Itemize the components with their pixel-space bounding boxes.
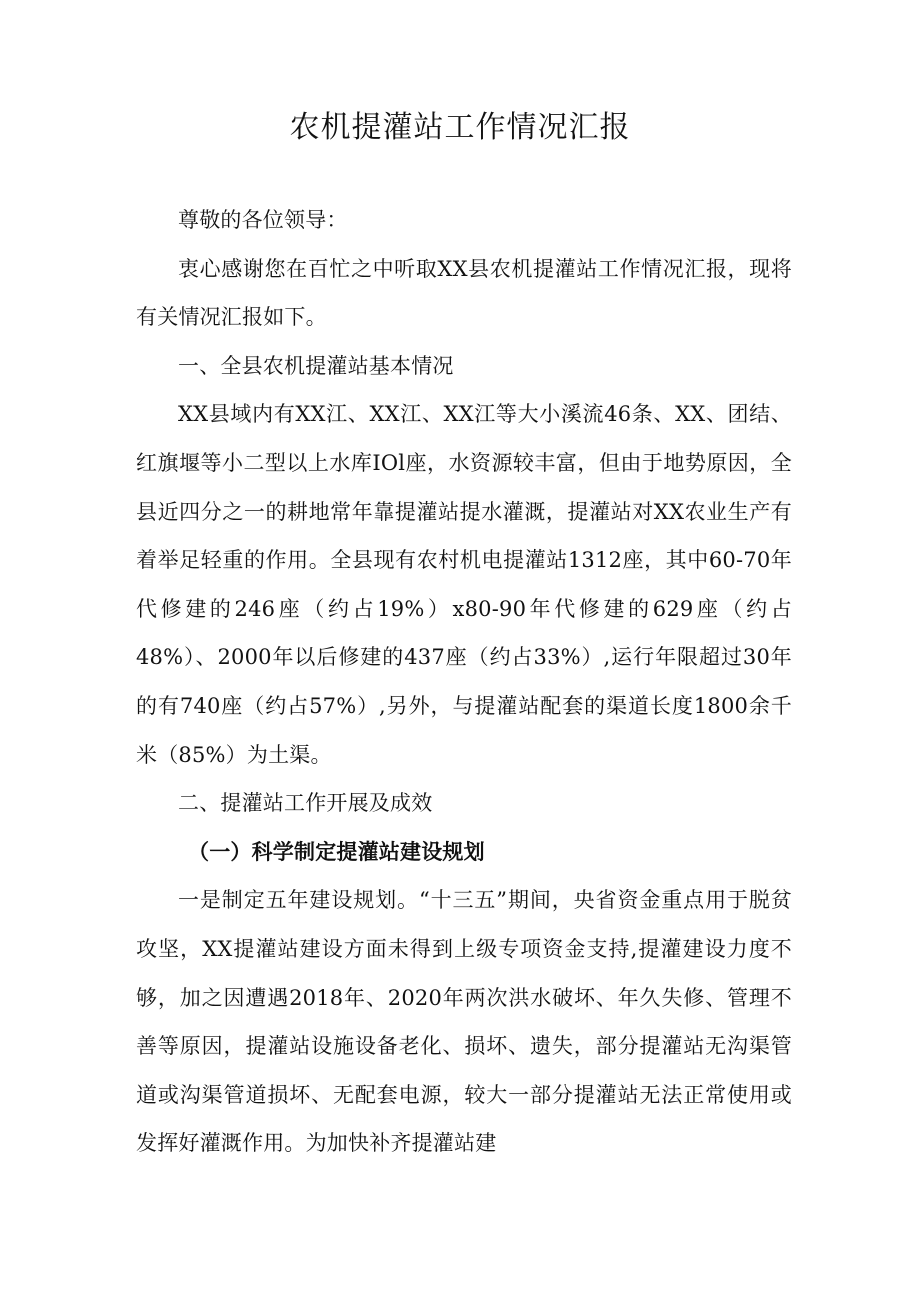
basic-situation-paragraph: XX县域内有XX江、XX江、XX江等大小溪流46条、XX、团结、红旗堰等小二型以上水库IOl座，水资源较丰富，但由于地势原因，全县近四分之一的耕地常年靠提灌站提水灌溉，提灌站对XX农业生产有着举足轻重的作用。全县现有农村机电提灌站1312座，其中60-70年代修建的246座（约占19%）x80-90年代修建的629座（约占48%）、2000年以后修建的437座（约占33%）,运行年限超过30年的有740座（约占57%）,另外，与提灌站配套的渠道长度1800余千米（85%）为土渠。 bbox=[136, 402, 792, 767]
subsection-heading-planning: （一）科学制定提灌站建设规划 bbox=[188, 839, 485, 864]
section-heading-basic-situation: 一、全县农机提灌站基本情况 bbox=[178, 353, 454, 378]
salutation-paragraph: 尊敬的各位领导： bbox=[178, 208, 348, 232]
intro-paragraph: 衷心感谢您在百忙之中听取XX县农机提灌站工作情况汇报，现将有关情况汇报如下。 bbox=[136, 256, 792, 330]
planning-paragraph: 一是制定五年建设规划。“十三五”期间，央省资金重点用于脱贫攻坚，XX提灌站建设方面未得到上级专项资金支持,提灌建设力度不够，加之因遭遇2018年、2020年两次洪水破坏、年久失修、管理不善等原因，提灌站设施设备老化、损坏、遗失，部分提灌站无沟渠管道或沟渠管道损坏、无配套电源，较大一部分提灌站无法正常使用或发挥好灌溉作用。为加快补齐提灌站建 bbox=[136, 888, 792, 1156]
section-heading-work-results: 二、提灌站工作开展及成效 bbox=[178, 791, 433, 816]
document-body bbox=[136, 196, 792, 1168]
document-title: 农机提灌站工作情况汇报 bbox=[289, 110, 631, 145]
